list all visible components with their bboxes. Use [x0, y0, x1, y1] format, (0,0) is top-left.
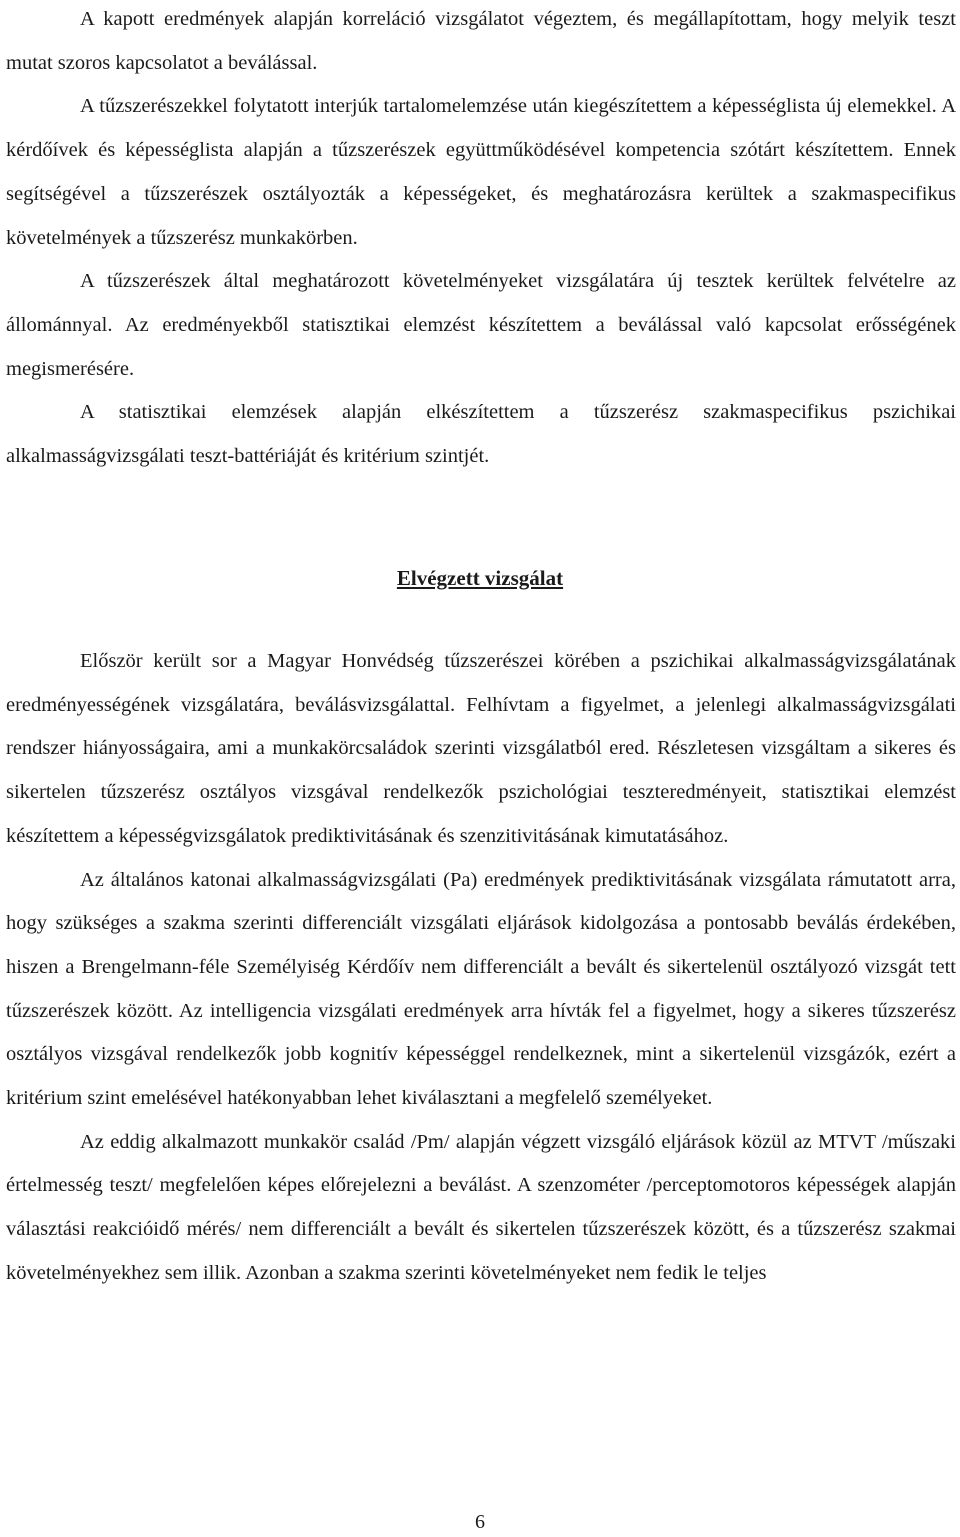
page-number: 6	[475, 1511, 485, 1533]
paragraph: A tűzszerészekkel folytatott interjúk tartalomelemzése után kiegészítettem a képességlista új elemekkel. A kérdőívek és képességlista alapján a tűzszerészek együttműködésével kompetencia szótárt készítettem. Ennek segítségével a tűzszerészek osztályozták a képességeket, és meghatározásra kerültek a szakmaspecifikus követelmények a tűzszerész munkakörben.	[6, 95, 956, 249]
paragraph: A kapott eredmények alapján korreláció vizsgálatot végeztem, és megállapítottam, hogy melyik teszt mutat szoros kapcsolatot a beválással.	[6, 8, 956, 74]
section-heading: Elvégzett vizsgálat	[396, 566, 564, 590]
paragraph: A statisztikai elemzések alapján elkészítettem a tűzszerész szakmaspecifikus pszichikai alkalmasságvizsgálati teszt-battériáját és kritérium szintjét.	[6, 401, 956, 468]
paragraph: Az általános katonai alkalmasságvizsgálati (Pa) eredmények prediktivitásának vizsgálata rámutatott arra, hogy szükséges a szakma szerinti differenciált vizsgálati eljárások kidolgozása a pontosabb beválás érdekében, hiszen a Brengelmann-féle Személyiség Kérdőív nem differenciált a bevált és sikertelenül osztályozó vizsgát tett tűzszerészek között. Az intelligencia vizsgálati eredmények arra hívták fel a figyelmet, hogy a sikeres tűzszerész osztályos vizsgával rendelkezők jobb kognitív képességgel rendelkeznek, mint a sikertelenül vizsgázók, ezért a kritérium szint emelésével hatékonyabban lehet kiválasztani a megfelelő személyeket.	[6, 868, 956, 1110]
paragraph: Az eddig alkalmazott munkakör család /Pm/ alapján végzett vizsgáló eljárások közül az MTVT /műszaki értelmesség teszt/ megfelelően képes előrejelezni a beválást. A szenzométer /perceptomotoros képességek alapján választási reakcióidő mérés/ nem differenciált a bevált és sikertelen tűzszerészek között, és a tűzszerész szakmai követelményekhez sem illik. Azonban a szakma szerinti követelményeket nem fedik le teljes	[6, 1130, 956, 1284]
intro-section	[6, 0, 956, 479]
paragraph: A tűzszerészek által meghatározott követelményeket vizsgálatára új tesztek kerültek felvételre az állománnyal. Az eredményekből statisztikai elemzést készítettem a beválással való kapcsolat erősségének megismerésére.	[6, 270, 956, 380]
section-body	[6, 640, 956, 1296]
paragraph: Először került sor a Magyar Honvédség tűzszerészei körében a pszichikai alkalmasságvizsgálatának eredményességének vizsgálatára, beválásvizsgálattal. Felhívtam a figyelmet, a jelenlegi alkalmasságvizsgálati rendszer hiányosságaira, ami a munkakörcsaládok szerinti vizsgálatból ered. Részletesen vizsgáltam a sikeres és sikertelen tűzszerész osztályos vizsgával rendelkezők pszichológiai teszteredményeit, statisztikai elemzést készítettem a képességvizsgálatok prediktivitásának és szenzitivitásának kimutatásához.	[6, 650, 956, 847]
